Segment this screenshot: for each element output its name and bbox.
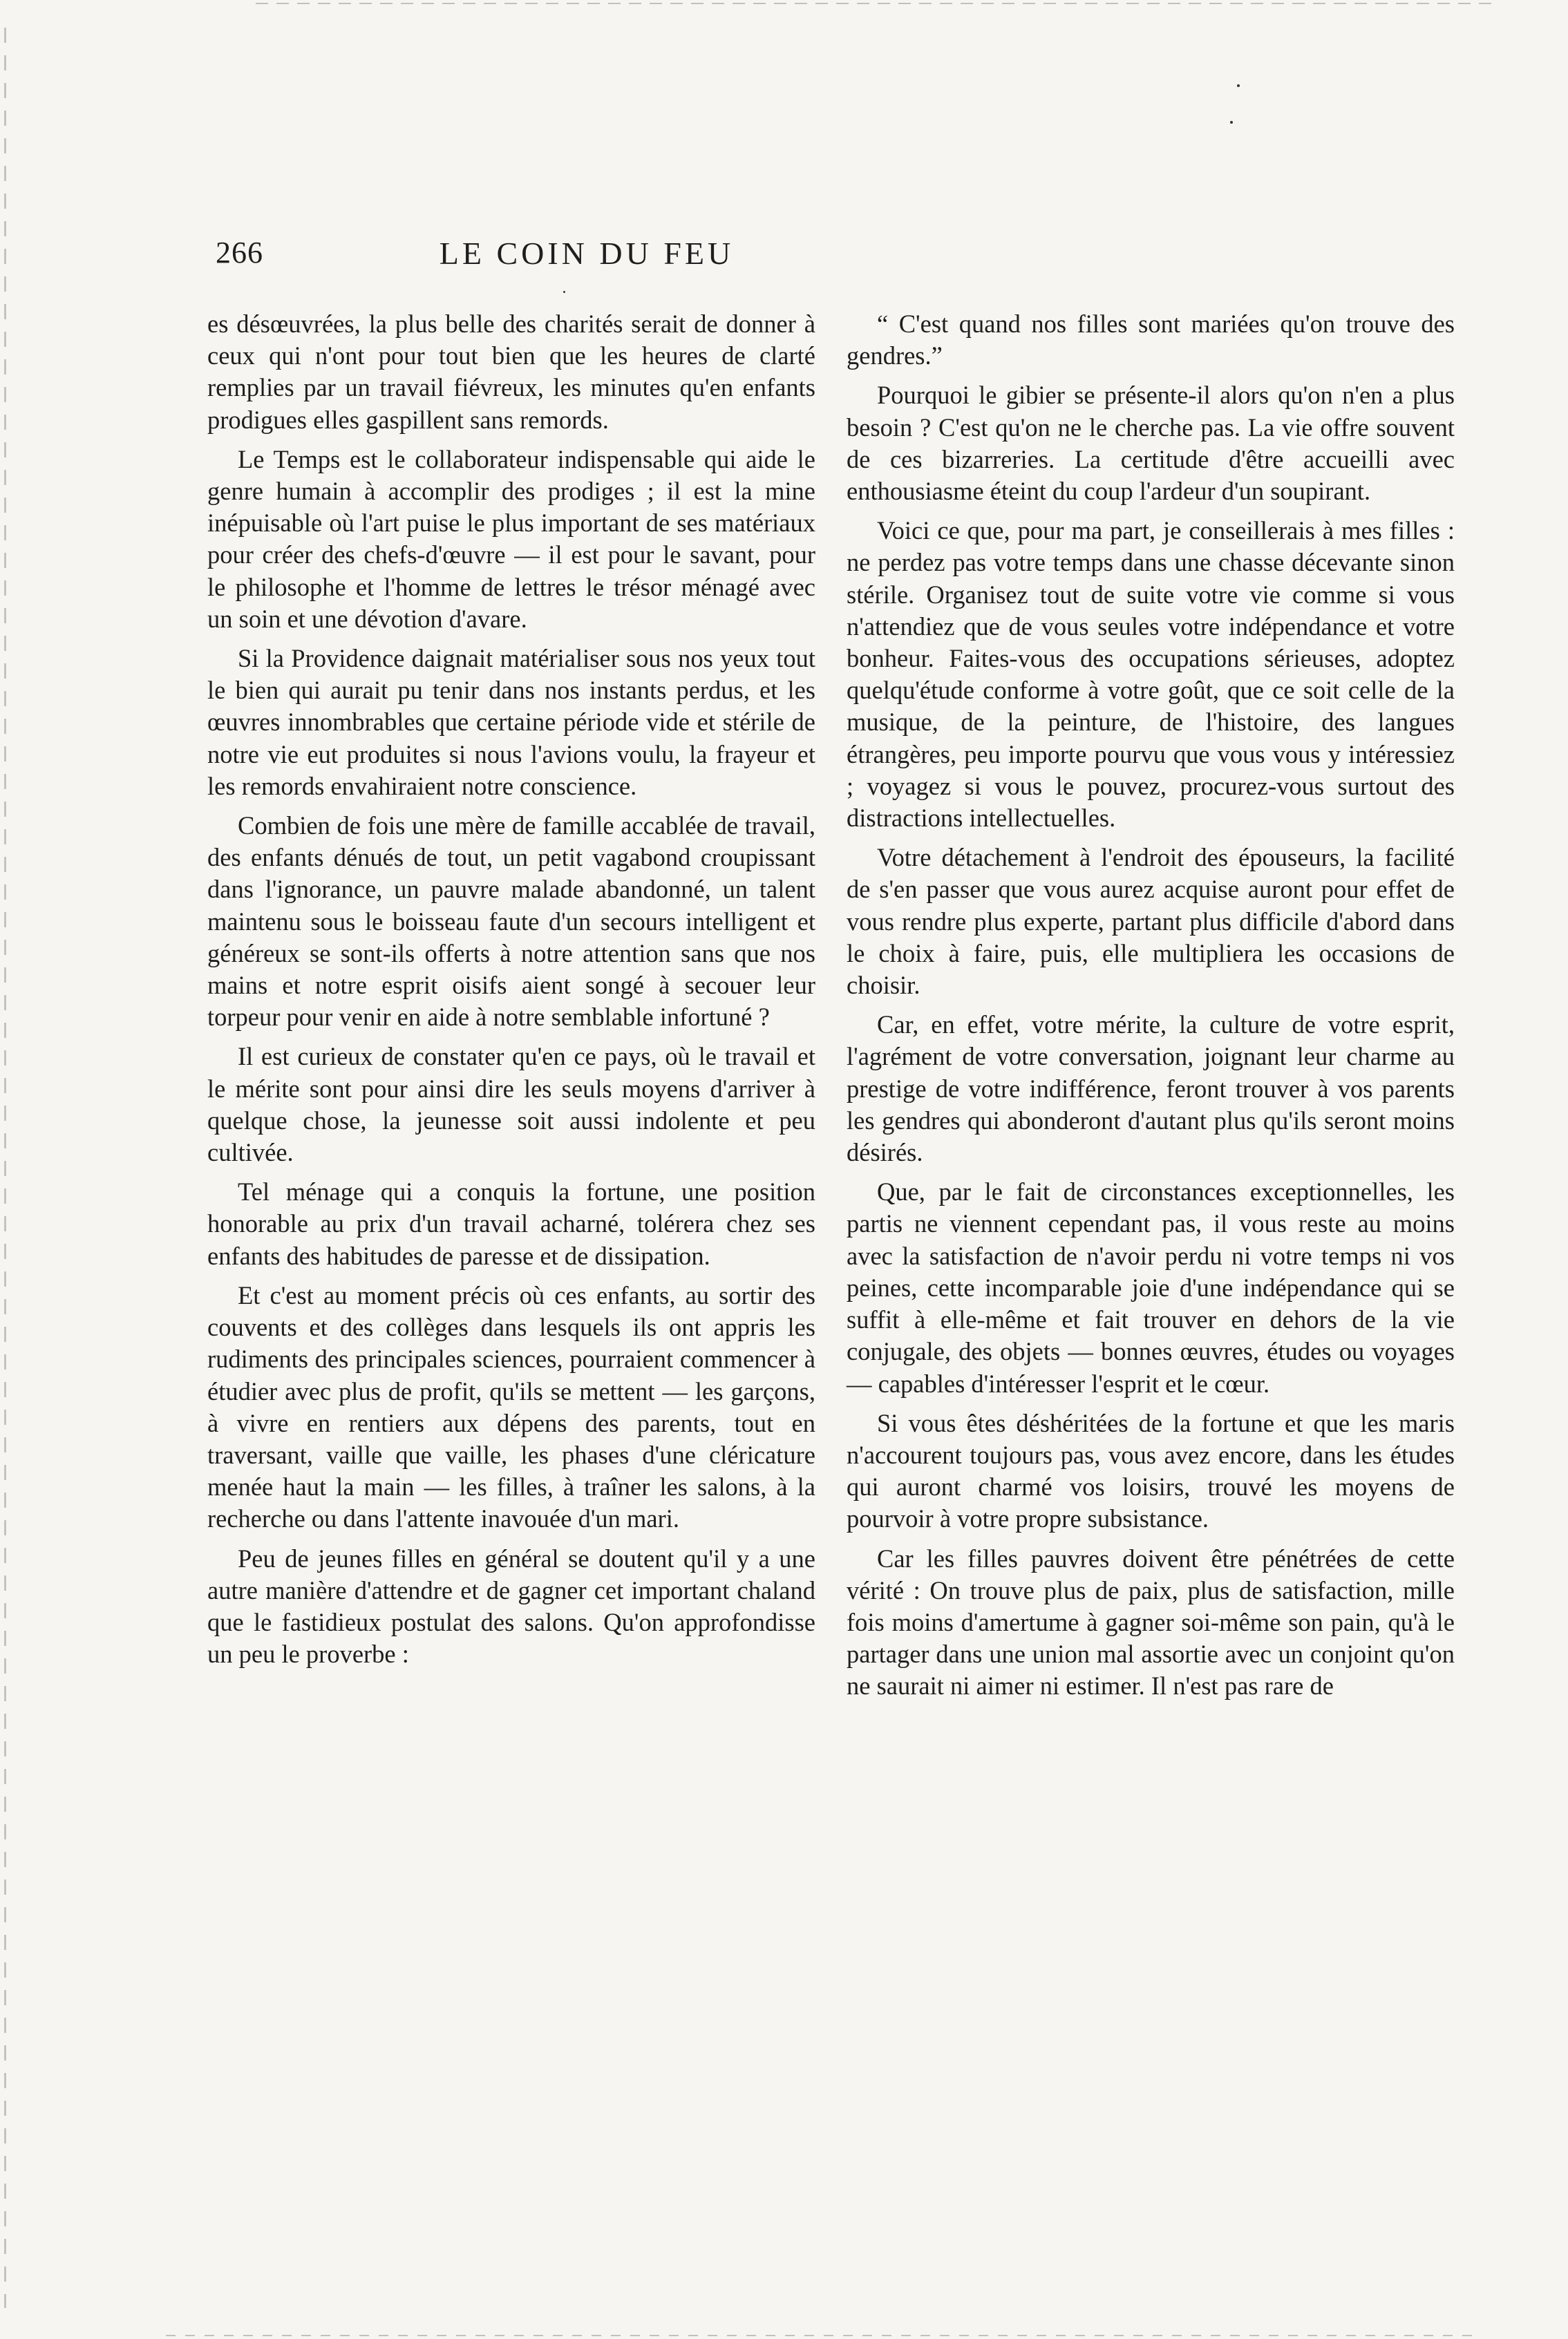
- paragraph: Il est curieux de constater qu'en ce pays, où le travail et le mérite sont pour ainsi dire les seuls moyens d'arriver à quelque chose, la jeunesse soit aussi indolente et peu cultivée.: [207, 1042, 815, 1167]
- ink-speck: [1230, 121, 1233, 124]
- ink-speck: [1237, 84, 1240, 87]
- running-head: LE COIN DU FEU: [439, 236, 735, 271]
- paragraph: Combien de fois une mère de famille accablée de travail, des enfants dénués de tout, un petit vagabond croupissant dans l'ignorance, un pauvre malade abandonné, un talent maintenu sous le boisseau faute d'un secours intelligent et généreux se sont-ils offerts à notre attention sans que nos mains et notre esprit oisifs aient songé à secouer leur torpeur pour venir en aide à notre semblable infortuné ?: [207, 811, 815, 1032]
- paragraph: Peu de jeunes filles en général se doutent qu'il y a une autre manière d'attendre et de gagner cet important chaland que le fastidieux postulat des salons. Qu'on approfondisse un peu le proverbe :: [207, 1544, 815, 1669]
- scan-left-edge: [4, 28, 6, 2308]
- paragraph: Voici ce que, pour ma part, je conseillerais à mes filles : ne perdez pas votre temps dans une chasse décevante sinon stérile. Organisez tout de suite votre vie comme si vous n'attendiez que de vous seules votre indépendance et votre bonheur. Faites-vous des occupations sérieuses, adoptez quelqu'étude conforme à votre goût, que ce soit celle de la musique, de la peinture, de l'histoire, des langues étrangères, peu importe pourvu que vous vous y intéressiez ; voyagez si vous le pouvez, procurez-vous surtout des distractions intellectuelles.: [847, 516, 1455, 833]
- paragraph: Pourquoi le gibier se présente-il alors qu'on n'en a plus besoin ? C'est qu'on ne le cherche pas. La vie offre souvent de ces bizarreries. La certitude d'être accueilli avec enthousiasme éteint du coup l'ardeur d'un soupirant.: [847, 381, 1455, 506]
- right-column: [847, 308, 1455, 1710]
- scan-bottom-edge: [166, 2335, 1479, 2336]
- paragraph: Car les filles pauvres doivent être pénétrées de cette vérité : On trouve plus de paix, plus de satisfaction, mille fois moins d'amertume à gagner soi-même son pain, qu'à le partager dans une union mal assortie avec un conjoint qu'on ne saurait ni aimer ni estimer. Il n'est pas rare de: [847, 1544, 1455, 1701]
- page-number: 266: [216, 236, 263, 269]
- paragraph: Tel ménage qui a conquis la fortune, une position honorable au prix d'un travail acharné, tolérera chez ses enfants des habitudes de paresse et de dissipation.: [207, 1177, 815, 1270]
- paragraph: Le Temps est le collaborateur indispensable qui aide le genre humain à accomplir des prodiges ; il est la mine inépuisable où l'art puise le plus important de ses matériaux pour créer des chefs-d'œuvre — il est pour le savant, pour le philosophe et l'homme de lettres le trésor ménagé avec un soin et une dévotion d'avare.: [207, 444, 815, 633]
- page-header: [207, 235, 966, 283]
- paragraph: Et c'est au moment précis où ces enfants, au sortir des couvents et des collèges dans lesquels ils ont appris les rudiments des principales sciences, pourraient commencer à étudier avec plus de profit, qu'ils se mettent — les garçons, à vivre en rentiers aux dépens des parents, tout en traversant, vaille que vaille, les phases d'une cléricature menée haut la main — les filles, à traîner les salons, à la recherche ou dans l'attente inavouée d'un mari.: [207, 1280, 815, 1533]
- paragraph: es désœuvrées, la plus belle des charités serait de donner à ceux qui n'ont pour tout bien que les heures de clarté remplies par un travail fiévreux, les minutes qu'en enfants prodigues elles gaspillent sans remords.: [207, 310, 815, 434]
- paragraph: Que, par le fait de circonstances exceptionnelles, les partis ne viennent cependant pas, il vous reste au moins avec la satisfaction de n'avoir perdu ni votre temps ni vos peines, cette incomparable joie d'une indépendance qui se suffit à elle-même et fait trouver en dehors de la vie conjugale, des objets — bonnes œuvres, études ou voyages — capables d'intéresser l'esprit et le cœur.: [847, 1177, 1455, 1398]
- paragraph: Car, en effet, votre mérite, la culture de votre esprit, l'agrément de votre conversation, joignant leur charme au prestige de votre indifférence, feront trouver à vos parents les gendres qui abonderont d'autant plus qu'ils seront moins désirés.: [847, 1010, 1455, 1167]
- left-column: [207, 308, 815, 1678]
- scan-top-edge: [256, 3, 1500, 4]
- paragraph: Si vous êtes déshéritées de la fortune et que les maris n'accourent toujours pas, vous avez encore, dans les études qui auront charmé vos loisirs, trouvé les moyens de pourvoir à votre propre subsistance.: [847, 1408, 1455, 1533]
- ink-speck: [563, 291, 565, 293]
- paragraph: Votre détachement à l'endroit des épouseurs, la facilité de s'en passer que vous aurez acquise auront pour effet de vous rendre plus experte, partant plus difficile d'abord dans le choix à faire, puis, elle multipliera les occasions de choisir.: [847, 843, 1455, 1000]
- paragraph: “ C'est quand nos filles sont mariées qu'on trouve des gendres.”: [847, 310, 1455, 370]
- paragraph: Si la Providence daignait matérialiser sous nos yeux tout le bien qui aurait pu tenir dans nos instants perdus, et les œuvres innombrables que certaine période vide et stérile de notre vie eut produites si nous l'avions voulu, la frayeur et les remords envahiraient notre conscience.: [207, 644, 815, 800]
